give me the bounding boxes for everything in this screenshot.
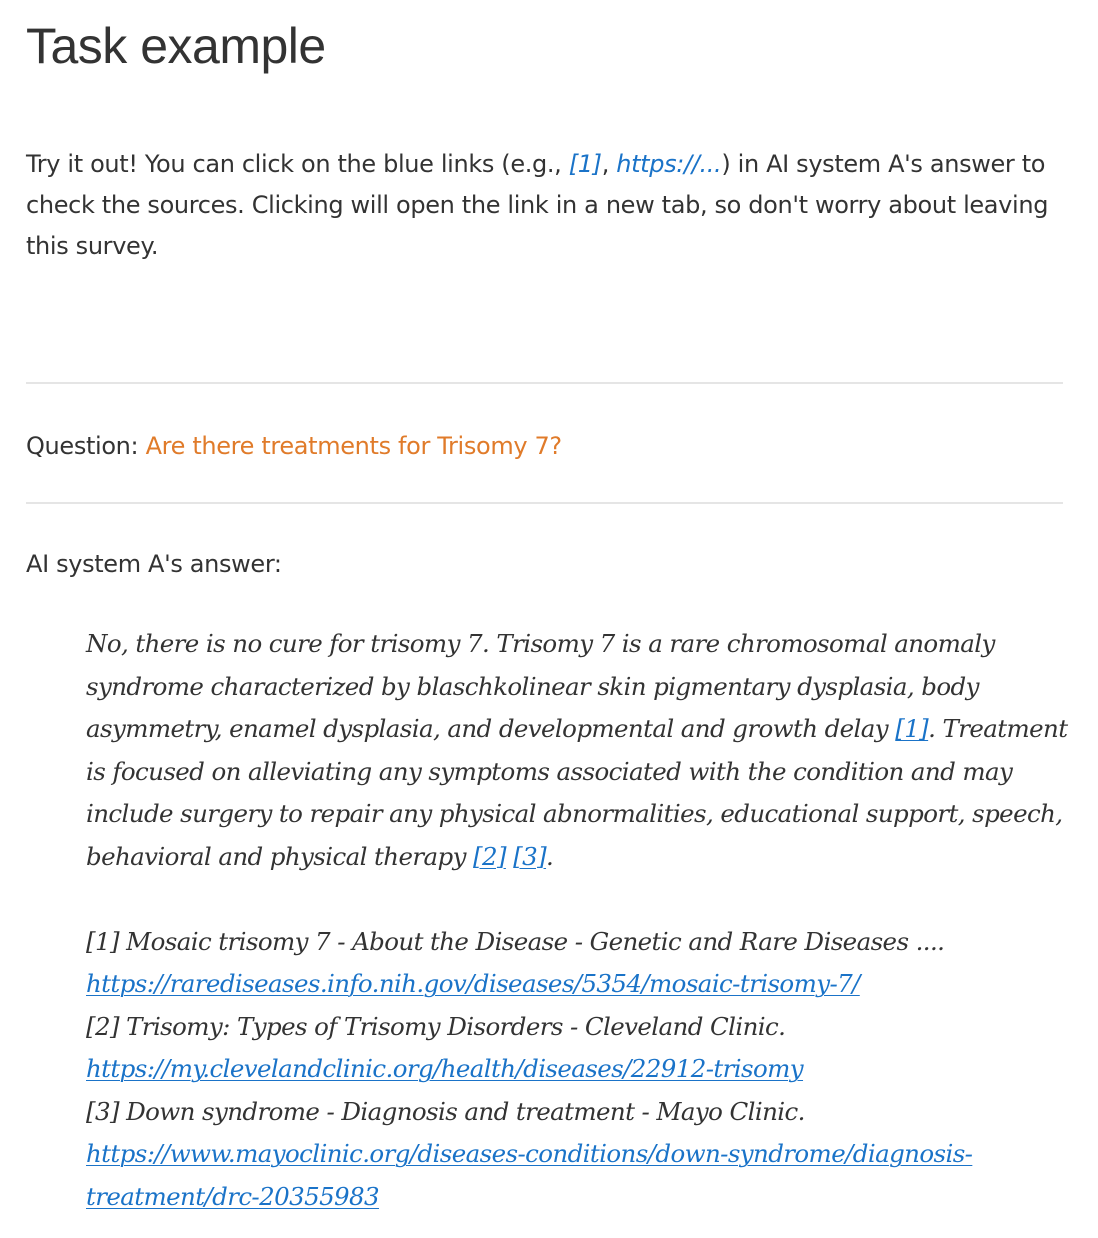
reference-spacer — [86, 878, 1071, 921]
reference-url-3[interactable]: https://www.mayoclinic.org/diseases-conditions/down-syndrome/diagnosis-treatment/drc-20355983 — [86, 1139, 973, 1211]
example-url-link[interactable]: https://... — [616, 150, 722, 178]
question-label: Question: — [26, 432, 146, 460]
citation-link-3[interactable]: [3] — [513, 841, 547, 871]
intro-text-before: Try it out! You can click on the blue links (e.g., — [26, 150, 569, 178]
reference-url-2[interactable]: https://my.clevelandclinic.org/health/diseases/22912-trisomy — [86, 1054, 804, 1083]
question-line — [26, 426, 562, 466]
reference-url-1[interactable]: https://rarediseases.info.nih.gov/diseases/5354/mosaic-trisomy-7/ — [86, 969, 860, 998]
answer-label: AI system A's answer: — [26, 550, 282, 578]
divider-top — [26, 382, 1063, 384]
intro-separator: , — [601, 150, 617, 178]
question-text: Are there treatments for Trisomy 7? — [145, 432, 562, 460]
reference-title-2: [2] Trisomy: Types of Trisomy Disorders - Cleveland Clinic. — [86, 1011, 786, 1041]
answer-body — [86, 623, 1071, 1218]
reference-title-1: [1] Mosaic trisomy 7 - About the Disease - Genetic and Rare Diseases .... — [86, 926, 945, 956]
intro-paragraph — [26, 144, 1066, 267]
citation-link-2[interactable]: [2] — [473, 841, 506, 871]
reference-title-3: [3] Down syndrome - Diagnosis and treatment - Mayo Clinic. — [86, 1096, 805, 1126]
answer-text-part2: . Treatment is focused on alleviating any symptoms associated with the condition and may include surgery to repair any physical abnormalities, educational support, speech, behavioral and physical therapy — [86, 714, 1068, 871]
intro-text-after: ) in AI system A's answer to check the sources. Clicking will open the link in a new tab, so don't worry about leaving this survey. — [26, 150, 1049, 260]
divider-bottom — [26, 502, 1063, 504]
answer-text-part1: No, there is no cure for trisomy 7. Trisomy 7 is a rare chromosomal anomaly syndrome characterized by blaschkolinear skin pigmentary dysplasia, body asymmetry, enamel dysplasia, and developmental and growth delay — [86, 629, 995, 743]
citation-link-1[interactable]: [1] — [895, 714, 929, 743]
answer-text-end: . — [546, 841, 554, 871]
example-citation-link[interactable]: [1] — [568, 150, 602, 178]
page-title: Task example — [26, 18, 326, 74]
